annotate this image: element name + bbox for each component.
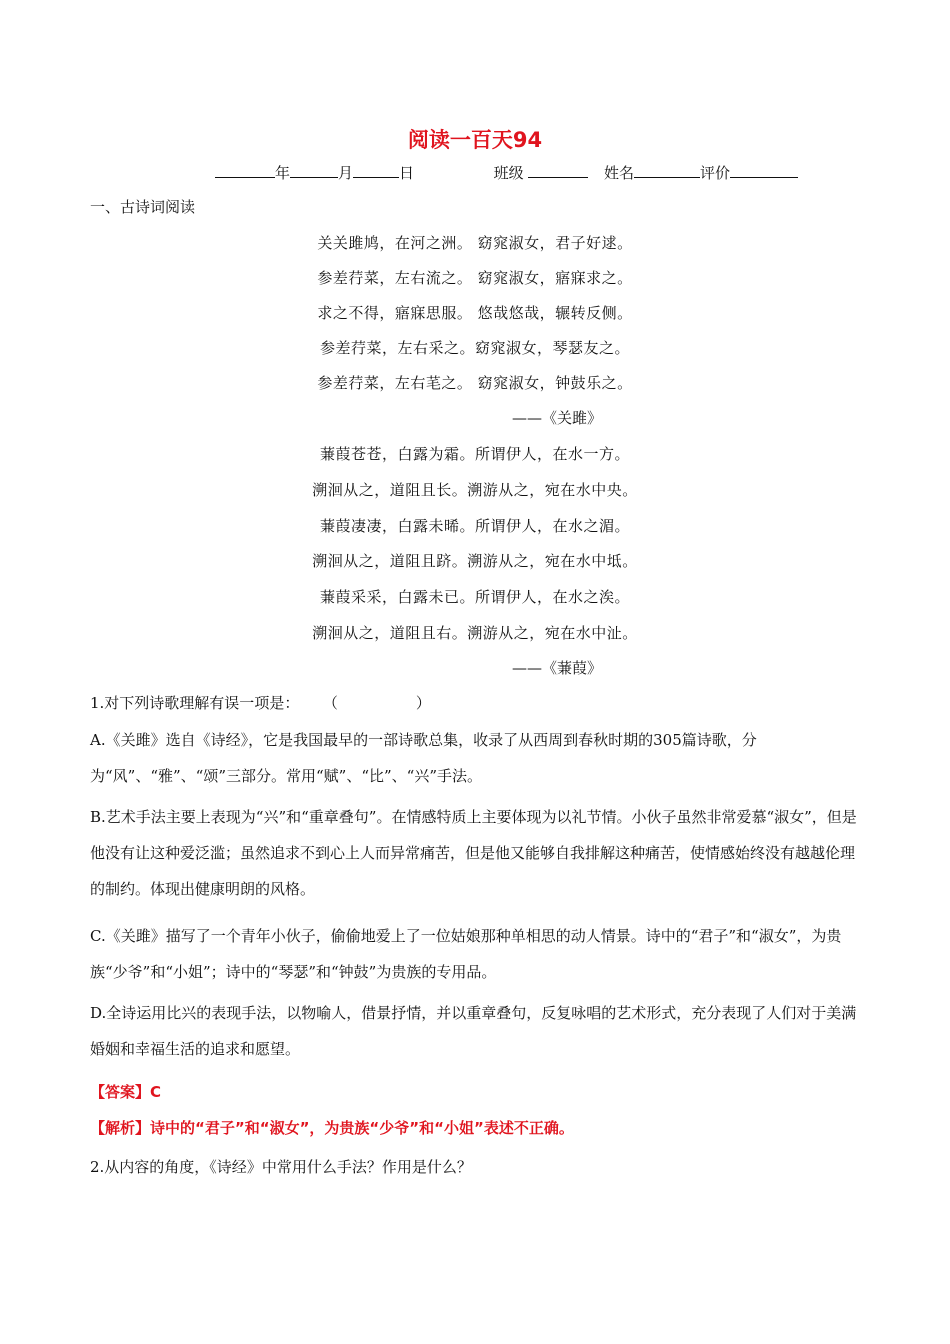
year-blank[interactable] xyxy=(215,162,275,178)
option-d: D.全诗运用比兴的表现手法，以物喻人，借景抒情，并以重章叠句，反复咏唱的艺术形式，充分表现了人们对于美满婚姻和幸福生活的追求和愿望。 xyxy=(90,1004,857,1058)
poem-line: 溯洄从之，道阻且右。溯游从之，宛在水中沚。 xyxy=(312,624,638,642)
poem-line: 蒹葭采采，白露未已。所谓伊人，在水之涘。 xyxy=(319,588,630,606)
year-label: 年 xyxy=(275,164,291,182)
day-label: 日 xyxy=(399,164,415,182)
answer-paren-close: ） xyxy=(415,694,431,712)
question-text: 1.对下列诗歌理解有误一项是： xyxy=(90,694,300,712)
answer-line: 【答案】C xyxy=(90,1083,162,1101)
page-title: 阅读一百天94 xyxy=(407,128,543,152)
section-heading: 一、古诗词阅读 xyxy=(90,198,196,216)
poem-line: 蒹葭凄凄，白露未晞。所谓伊人，在水之湄。 xyxy=(319,517,630,535)
option-a: A.《关雎》选自《诗经》，它是我国最早的一部诗歌总集，收录了从西周到春秋时期的305篇诗歌，分为“风”、“雅”、“颂”三部分。常用“赋”、“比”、“兴”手法。 xyxy=(90,731,757,785)
poem-line: 蒹葭苍苍，白露为霜。所谓伊人，在水一方。 xyxy=(319,445,630,463)
poem-line: 参差荇菜，左右采之。窈窕淑女，琴瑟友之。 xyxy=(319,339,630,357)
poem-line: 关关雎鸠，在河之洲。 窈窕淑女，君子好逑。 xyxy=(317,234,633,252)
poem-line: 参差荇菜，左右流之。 窈窕淑女，寤寐求之。 xyxy=(317,269,633,287)
poem-attribution: ——《蒹葭》 xyxy=(512,659,603,677)
poem-line: 求之不得，寤寐思服。 悠哉悠哉，辗转反侧。 xyxy=(317,304,633,322)
eval-blank[interactable] xyxy=(730,162,798,178)
poem-attribution: ——《关雎》 xyxy=(512,409,603,427)
class-label: 班级 xyxy=(493,164,524,182)
option-c: C.《关雎》描写了一个青年小伙子，偷偷地爱上了一位姑娘那种单相思的动人情景。诗中的“君子”和“淑女”，为贵族“少爷”和“小姐”；诗中的“琴瑟”和“钟鼓”为贵族的专用品。 xyxy=(90,927,842,981)
month-blank[interactable] xyxy=(290,162,338,178)
analysis-line: 【解析】诗中的“君子”和“淑女”，为贵族“少爷”和“小姐”表述不正确。 xyxy=(90,1119,574,1137)
class-blank[interactable] xyxy=(528,162,588,178)
name-label: 姓名 xyxy=(603,164,634,182)
day-blank[interactable] xyxy=(353,162,399,178)
poem-line: 参差荇菜，左右芼之。 窈窕淑女，钟鼓乐之。 xyxy=(317,374,633,392)
name-blank[interactable] xyxy=(634,162,700,178)
month-label: 月 xyxy=(338,164,354,182)
eval-label: 评价 xyxy=(699,164,730,182)
question-1-stem xyxy=(90,685,865,721)
poem-line: 溯洄从之，道阻且跻。溯游从之，宛在水中坻。 xyxy=(312,552,638,570)
option-b: B.艺术手法主要上表现为“兴”和“重章叠句”。在情感特质上主要体现为以礼节情。小伙子虽然非常爱慕“淑女”，但是他没有让这种爱泛滥；虽然追求不到心上人而异常痛苦，但是他又能够自我排解这种痛苦，使情感始终没有越越伦理的制约。体现出健康明朗的风格。 xyxy=(90,808,857,898)
answer-paren-open: （ xyxy=(322,694,338,712)
student-info-line xyxy=(215,162,835,184)
question-2-stem: 2.从内容的角度，《诗经》中常用什么手法？作用是什么？ xyxy=(90,1158,472,1176)
poem-line: 溯洄从之，道阻且长。溯游从之，宛在水中央。 xyxy=(312,481,638,499)
